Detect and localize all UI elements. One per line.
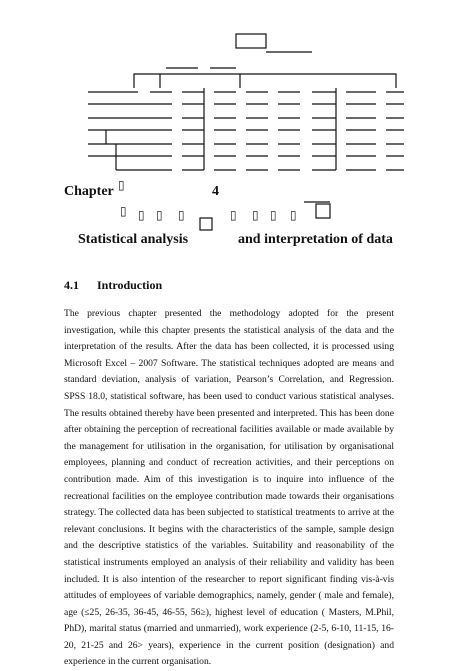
placeholder-glyph-icon: ▯ — [252, 208, 259, 222]
small-box — [200, 218, 212, 230]
body-paragraph: The previous chapter presented the methodology adopted for the present investigation, while this chapter presents the statistical analysis of the data and the interpretation of the results. After the data has been collected, it is processed using Microsoft Excel – 2007 Software. The statistical techniques adopted are means and standard deviation, analysis of variation, Pearson’s Correlation, and Regression. SPSS 18.0, statistical software, has been used to conduct various statistical analyses. The results obtained thereby have been presented and interpreted. This has been done after obtaining the perception of recreational facilities available or made available by the management for utilisation in the organisation, for utilisation by organisational employees, planning and conduct of recreation activities, and their perceptions on contribution made. Aim of this investigation is to inquire into influence of the recreational facilities on the employee contribution made towards their organisations strategy. The collected data has been subjected to statistical treatments to arrive at the relevant conclusions. It begins with the characteristics of the sample, sample design and the descriptive statistics of the variables. Suitability and reasonability of the statistical instruments employed an analysis of their reliability and validity has been included. It is also intention of the researcher to report significant finding vis-à-vis attitudes of employees of variable demographics, namely, gender ( male and female), age (≤25, 26-35, 36-45, 46-55, 56≥), highest level of education ( Masters, M.Phil, PhD), marital status (married and unmarried), work experience (2-5, 6-10, 11-15, 16-20, 21-25 and 26> years), experience in the current position (designation) and experience in the current organisation. — [64, 308, 394, 668]
section-title: Introduction — [97, 278, 163, 292]
placeholder-glyph-icon: ▯ — [290, 208, 297, 222]
decorative-line-art — [0, 0, 452, 260]
header-bracket — [134, 74, 396, 88]
placeholder-glyph-icon: ▯ — [120, 204, 127, 218]
chapter-word: Chapter — [64, 184, 114, 199]
top-box — [236, 34, 266, 48]
row-lines — [88, 92, 404, 170]
placeholder-glyph-icon: ▯ — [270, 208, 277, 222]
placeholder-glyph-icon: ▯ — [118, 178, 125, 192]
placeholder-glyph-icon: ▯ — [156, 208, 163, 222]
chapter-title — [78, 232, 418, 252]
chapter-title-part2: and interpretation of data — [238, 232, 393, 247]
placeholder-glyph-icon: ▯ — [230, 208, 237, 222]
placeholder-glyph-icon: ▯ — [178, 208, 185, 222]
section-heading — [64, 278, 162, 293]
box-right — [316, 204, 330, 218]
chapter-heading — [64, 184, 404, 204]
chapter-number: 4 — [212, 184, 219, 199]
vertical-lines — [106, 88, 336, 170]
placeholder-glyph-icon: ▯ — [138, 208, 145, 222]
chapter-title-part1: Statistical analysis — [78, 232, 189, 247]
section-number: 4.1 — [64, 278, 79, 292]
